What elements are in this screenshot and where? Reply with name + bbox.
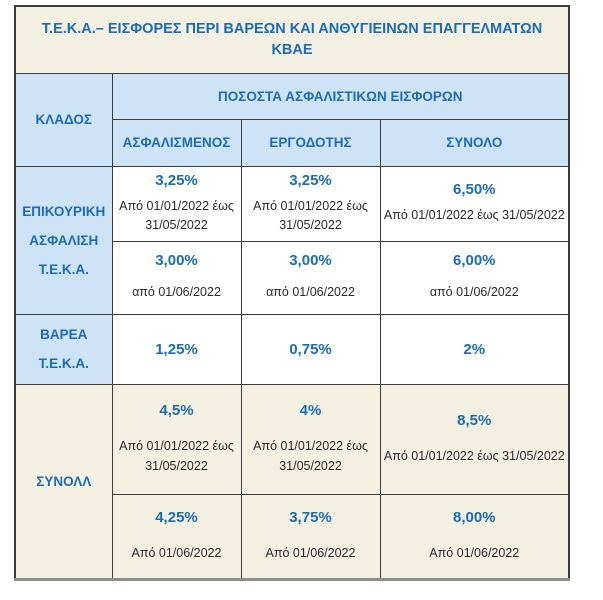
cell-epikouriki-r2-insured (112, 241, 241, 314)
pct-value: 3,75% (289, 508, 332, 526)
period-value: Από 01/01/2022 έως 31/05/2022 (383, 448, 565, 463)
cell-synola-r1-total (380, 384, 569, 494)
pct-value: 3,25% (289, 171, 332, 189)
period-value: Από 01/06/2022 (265, 545, 356, 560)
cell-epikouriki-r1-total (380, 166, 569, 241)
cell-synola-r2-insured (112, 494, 241, 579)
period-value: από 01/06/2022 (429, 285, 519, 300)
pct-value: 3,25% (155, 171, 198, 189)
cell-epikouriki-r2-employer (241, 241, 380, 314)
period-value: από 01/06/2022 (266, 285, 355, 300)
teka-contributions-table (14, 5, 570, 581)
cell-epikouriki-r1-employer (241, 166, 380, 241)
pct-value: 4% (299, 402, 322, 420)
title-line-2: ΚΒΑΕ (271, 41, 313, 58)
pct-value: 3,00% (155, 252, 198, 270)
header-col-asfalismenos: ΑΣΦΑΛΙΣΜΕΝΟΣ (112, 119, 241, 166)
cell-epikouriki-r2-total (380, 241, 569, 314)
header-col-synolo: ΣΥΝΟΛΟ (380, 119, 569, 166)
cell-synola-r1-employer (241, 384, 380, 494)
pct-value: 4,5% (159, 402, 194, 420)
period-value: Από 01/06/2022 (131, 545, 222, 560)
row-label-epikouriki-line3: Τ.Ε.Κ.Α. (38, 261, 89, 277)
cell-synola-r1-insured (112, 384, 241, 494)
row-label-varea (15, 314, 112, 384)
pct-value: 8,00% (452, 508, 496, 526)
pct-value: 6,00% (452, 252, 496, 270)
pct-value: 8,5% (457, 411, 492, 429)
pct-value: 3,00% (289, 252, 332, 270)
pct-value: 4,25% (155, 508, 198, 526)
pct-value: 0,75% (289, 340, 332, 358)
row-label-synola: ΣΥΝΟΛΛ (15, 384, 112, 579)
cell-varea-total (380, 314, 569, 384)
header-group: ΠΟΣΟΣΤΑ ΑΣΦΑΛΙΣΤΙΚΩΝ ΕΙΣΦΟΡΩΝ (112, 73, 569, 119)
title-line-1: Τ.Ε.Κ.Α.– ΕΙΣΦΟΡΕΣ ΠΕΡΙ ΒΑΡΕΩΝ ΚΑΙ ΑΝΘΥΓΙΕΙΝΩΝ ΕΠΑΓΓΕΛΜΑΤΩΝ (41, 20, 543, 37)
period-value: Από 01/01/2022 έως 31/05/2022 (253, 198, 368, 232)
cell-epikouriki-r1-insured (112, 166, 241, 241)
cell-synola-r2-total (380, 494, 569, 579)
pct-value: 1,25% (155, 340, 198, 358)
pct-value: 2% (463, 340, 486, 358)
header-col-ergodotis: ΕΡΓΟΔΟΤΗΣ (241, 119, 380, 166)
cell-varea-insured (112, 314, 241, 384)
cell-varea-employer (241, 314, 380, 384)
period-value: Από 01/01/2022 έως 31/05/2022 (119, 439, 234, 473)
row-label-epikouriki-line1: ΕΠΙΚΟΥΡΙΚΗ (22, 203, 106, 219)
row-label-varea-line2: Τ.Ε.Κ.Α. (38, 356, 89, 371)
period-value: Από 01/01/2022 έως 31/05/2022 (119, 198, 234, 232)
row-label-epikouriki (15, 166, 112, 314)
header-klados: ΚΛΑΔΟΣ (15, 73, 112, 166)
row-label-varea-line1: ΒΑΡΕΑ (40, 327, 88, 342)
pct-value: 6,50% (452, 181, 496, 199)
period-value: Από 01/01/2022 έως 31/05/2022 (383, 208, 565, 223)
period-value: Από 01/01/2022 έως 31/05/2022 (253, 439, 368, 473)
period-value: από 01/06/2022 (132, 285, 221, 300)
row-label-epikouriki-line2: ΑΣΦΑΛΙΣΗ (29, 232, 99, 248)
period-value: Από 01/06/2022 (429, 545, 520, 560)
cell-synola-r2-employer (241, 494, 380, 579)
table-title (15, 6, 569, 73)
